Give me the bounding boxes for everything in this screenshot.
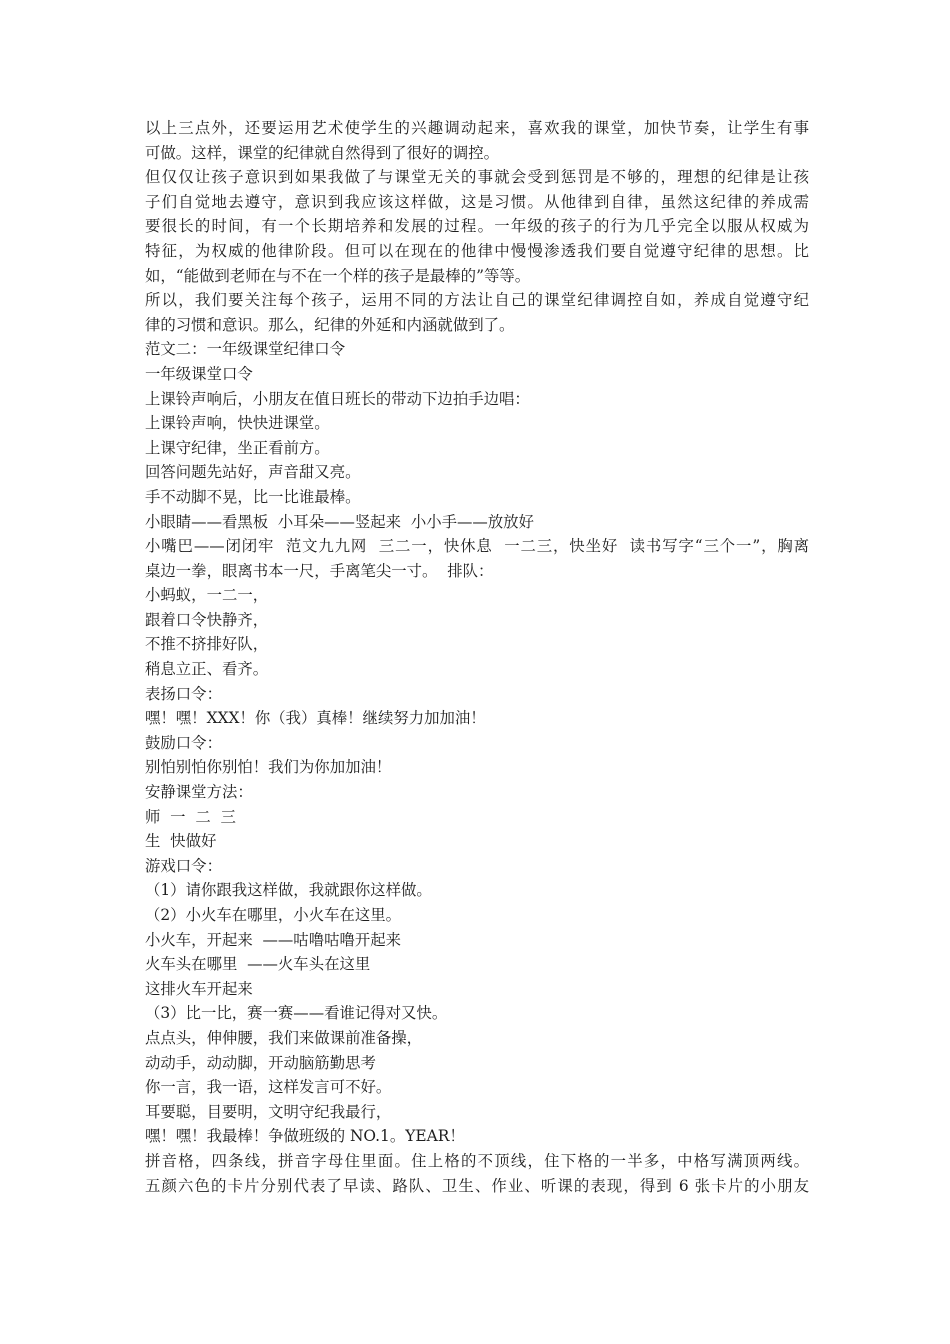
text-line: 你一言，我一语，这样发言可不好。 <box>145 1078 392 1097</box>
text-line: 游戏口令： <box>145 856 222 875</box>
text-line: 特征，为权威的他律阶段。但可以在现在的他律中慢慢渗透我们要自觉遵守纪律的思想。比 <box>145 241 809 260</box>
text-line: 表扬口令： <box>145 684 222 703</box>
text-line: 要很长的时间，有一个长期培养和发展的过程。一年级的孩子的行为几乎完全以服从权威为 <box>145 217 809 236</box>
text-line: 点点头，伸伸腰，我们来做课前准备操， <box>145 1028 423 1047</box>
document-body <box>145 116 809 1198</box>
text-line: 可做。这样，课堂的纪律就自然得到了很好的调控。 <box>145 143 499 162</box>
text-line: 生 快做好 <box>145 832 217 851</box>
text-line: 别怕别怕你别怕！我们为你加加油！ <box>145 758 392 777</box>
text-line: 回答问题先站好，声音甜又亮。 <box>145 463 361 482</box>
text-line: 手不动脚不晃，比一比谁最棒。 <box>145 487 361 506</box>
text-line: 嘿！嘿！XXX！你（我）真棒！继续努力加加油！ <box>145 709 486 728</box>
text-line: 上课守纪律，坐正看前方。 <box>145 438 330 457</box>
text-line: 拼音格，四条线，拼音字母住里面。住上格的不顶线，住下格的一半多，中格写满顶两线。 <box>145 1151 809 1170</box>
text-line: 律的习惯和意识。那么，纪律的外延和内涵就做到了。 <box>145 315 515 334</box>
text-line: 安静课堂方法： <box>145 783 253 802</box>
text-line: （1）请你跟我这样做，我就跟你这样做。 <box>145 881 432 900</box>
text-line: （3）比一比，赛一赛——看谁记得对又快。 <box>145 1004 448 1023</box>
text-line: 如，“能做到老师在与不在一个样的孩子是最棒的”等等。 <box>145 266 531 285</box>
text-line: 小火车，开起来 ——咕噜咕噜开起来 <box>145 930 402 949</box>
text-line: 上课铃声响后，小朋友在值日班长的带动下边拍手边唱： <box>145 389 530 408</box>
text-line: 小蚂蚁，一二一， <box>145 586 269 605</box>
text-line: 动动手，动动脚，开动脑筋勤思考 <box>145 1053 376 1072</box>
text-line: 师 一 二 三 <box>145 807 236 826</box>
text-line: 上课铃声响，快快进课堂。 <box>145 414 330 433</box>
text-line: 以上三点外，还要运用艺术使学生的兴趣调动起来，喜欢我的课堂，加快节奏，让学生有事 <box>145 119 809 137</box>
text-line: 耳要聪，目要明，文明守纪我最行， <box>145 1102 392 1121</box>
text-line: 火车头在哪里 ——火车头在这里 <box>145 955 371 974</box>
text-line: 稍息立正、看齐。 <box>145 660 269 679</box>
text-line: 嘿！嘿！我最棒！争做班级的 NO.1。YEAR！ <box>145 1127 465 1146</box>
text-line: 所以，我们要关注每个孩子，运用不同的方法让自己的课堂纪律调控自如，养成自觉遵守纪 <box>145 291 809 310</box>
text-line: （2）小火车在哪里，小火车在这里。 <box>145 906 402 924</box>
text-line: 跟着口令快静齐， <box>145 610 269 629</box>
text-line: 但仅仅让孩子意识到如果我做了与课堂无关的事就会受到惩罚是不够的，理想的纪律是让孩 <box>145 168 809 187</box>
text-line: 子们自觉地去遵守，意识到我应该这样做，这是习惯。从他律到自律，虽然这纪律的养成需 <box>145 192 809 211</box>
text-line: 鼓励口令： <box>145 733 222 752</box>
text-line: 小眼睛——看黑板 小耳朵——竖起来 小小手——放放好 <box>145 512 534 531</box>
text-line: 这排火车开起来 <box>145 979 253 998</box>
text-line: 小嘴巴——闭闭牢 范文九九网 三二一，快休息 一二三，快坐好 读书写字“三个一”，胸离 <box>145 537 809 556</box>
text-line: 不推不挤排好队， <box>145 635 269 654</box>
text-line: 五颜六色的卡片分别代表了早读、路队、卫生、作业、听课的表现，得到 6 张卡片的小朋友 <box>145 1176 809 1195</box>
text-line: 桌边一拳，眼离书本一尺，手离笔尖一寸。 排队： <box>145 561 494 580</box>
text-line: 范文二：一年级课堂纪律口令 <box>145 340 346 359</box>
text-line: 一年级课堂口令 <box>145 364 253 383</box>
